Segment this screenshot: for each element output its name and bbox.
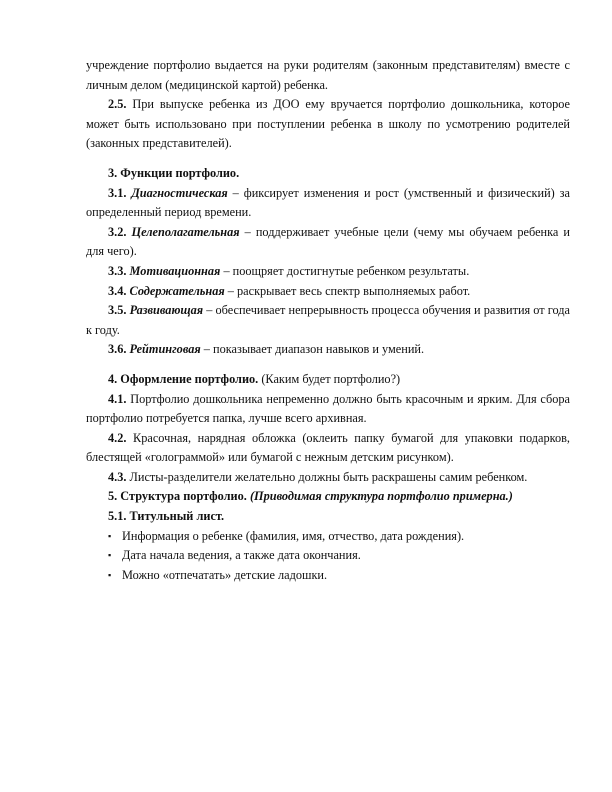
list-item-text: Можно «отпечатать» детские ладошки.: [122, 567, 328, 582]
text-run: 5.1. Титульный лист.: [108, 509, 225, 524]
text-run: 4.2.: [108, 430, 127, 445]
paragraph-p31: [86, 184, 570, 223]
list-item: [108, 546, 570, 566]
text-run: – раскрывает весь спектр выполняемых работ.: [224, 283, 471, 298]
paragraph-h51: [86, 507, 570, 527]
text-run: – фиксирует изменения и рост (умственный и физический) за определенный период времени.: [86, 185, 570, 220]
paragraph-p34: [86, 282, 570, 302]
document-body: [86, 56, 570, 527]
bullet-icon: ▪: [108, 550, 112, 561]
text-run: 3.5.: [108, 303, 127, 318]
text-run: 3.3.: [108, 263, 127, 278]
paragraph-p35: [86, 301, 570, 340]
text-run: 3.1.: [108, 185, 127, 200]
paragraph-p33: [86, 262, 570, 282]
text-run: 3. Функции портфолио.: [108, 165, 240, 180]
bullet-icon: ▪: [108, 569, 112, 580]
text-run: Диагностическая: [131, 185, 228, 200]
paragraph-p1: [86, 56, 570, 95]
text-run: 2.5.: [108, 97, 127, 112]
list-item: [108, 566, 570, 586]
title-page-contents-list: [86, 527, 570, 586]
paragraph-h3: [86, 164, 570, 184]
paragraph-p2: [86, 95, 570, 154]
paragraph-p36: [86, 340, 570, 360]
text-run: 4.1.: [108, 391, 127, 406]
text-run: (Приводимая структура портфолио примерна.): [249, 489, 513, 504]
text-run: (Каким будет портфолио?): [258, 371, 401, 386]
list-item: [108, 527, 570, 547]
list-item-text: Дата начала ведения, а также дата окончания.: [122, 548, 361, 563]
text-run: Содержательная: [129, 283, 225, 298]
text-run: – показывает диапазон навыков и умений.: [200, 342, 425, 357]
paragraph-p41: [86, 390, 570, 429]
text-run: Рейтинговая: [129, 342, 201, 357]
text-run: 5. Структура портфолио.: [108, 489, 247, 504]
text-run: Листы-разделители желательно должны быть раскрашены самим ребенком.: [126, 469, 528, 484]
text-run: Портфолио дошкольника непременно должно быть красочным и ярким. Для сбора портфолио потребуется папка, лучше всего архивная.: [86, 391, 570, 426]
text-run: Мотивационная: [129, 263, 221, 278]
text-run: 3.6.: [108, 342, 127, 357]
text-run: учреждение портфолио выдается на руки родителям (законным представителям) вместе с личным делом (медицинской картой) ребенка.: [86, 58, 570, 92]
paragraph-p43: [86, 468, 570, 488]
paragraph-p42: [86, 429, 570, 468]
text-run: Красочная, нарядная обложка (оклеить папку бумагой для упаковки подарков, блестящей «голограммой» или бумагой с нежным детским рисунком).: [86, 430, 570, 465]
text-run: При выпуске ребенка из ДОО ему вручается портфолио дошкольника, которое может быть использовано при поступлении ребенка в школу по усмотрению родителей (законных представителей).: [86, 97, 570, 151]
paragraph-h4: [86, 370, 570, 390]
text-run: Развивающая: [129, 303, 204, 318]
text-run: – обеспечивает непрерывность процесса обучения и развития от года к году.: [86, 303, 570, 337]
list-item-text: Информация о ребенке (фамилия, имя, отчество, дата рождения).: [122, 528, 465, 543]
bullet-icon: ▪: [108, 530, 112, 541]
text-run: 3.4.: [108, 283, 127, 298]
text-run: 4. Оформление портфолио.: [108, 371, 259, 386]
paragraph-p32: [86, 223, 570, 262]
text-run: – поощряет достигнутые ребенком результаты.: [220, 263, 470, 278]
text-run: – поддерживает учебные цели (чему мы обучаем ребенка и для чего).: [86, 224, 570, 259]
text-run: Целеполагательная: [131, 224, 240, 239]
text-run: 3.2.: [108, 224, 127, 239]
text-run: 4.3.: [108, 469, 127, 484]
document-page: [86, 56, 570, 585]
paragraph-h5: [86, 487, 570, 507]
